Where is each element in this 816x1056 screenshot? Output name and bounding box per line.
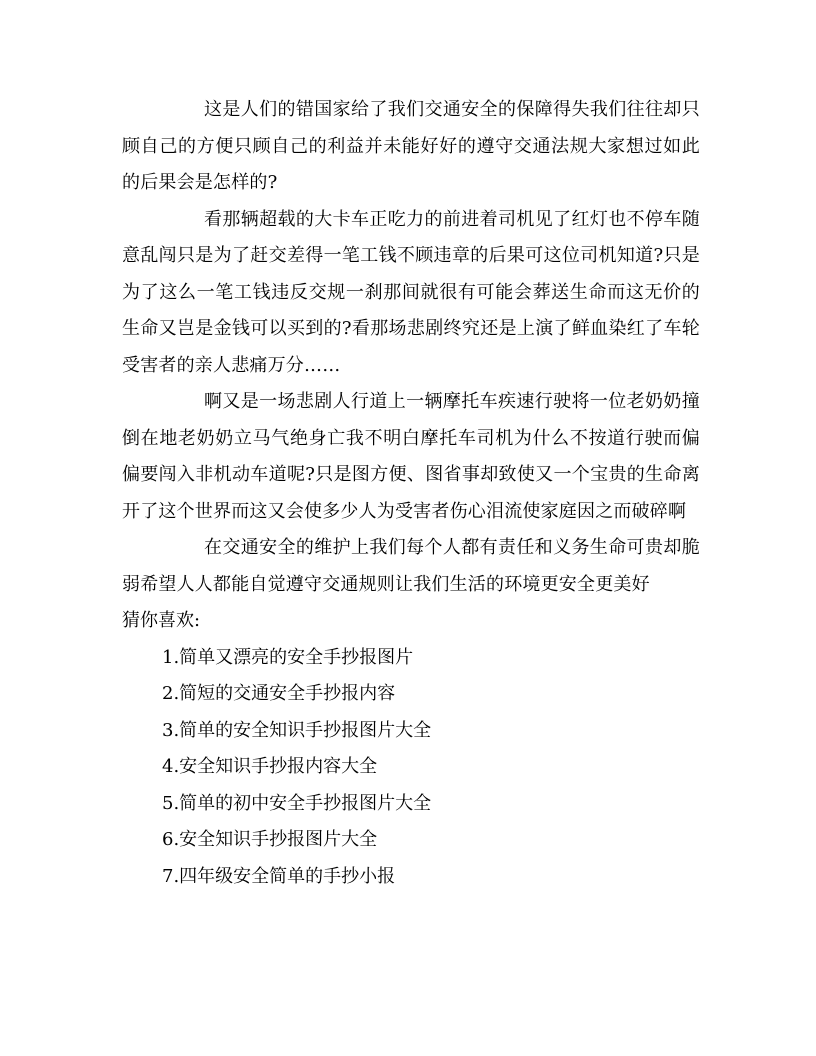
related-item[interactable]: 3.简单的安全知识手抄报图片大全 bbox=[162, 719, 432, 741]
paragraph-1: 这是人们的错国家给了我们交通安全的保障得失我们往往却只顾自己的方便只顾自己的利益并未能好好的遵守交通法规大家想过如此的后果会是怎样的? bbox=[122, 99, 700, 193]
paragraph-2: 看那辆超载的大卡车正吃力的前进着司机见了红灯也不停车随意乱闯只是为了赶交差得一笔工钱不顾违章的后果可这位司机知道?只是为了这么一笔工钱违反交规一刹那间就很有可能会葬送生命而这无价的生命又岂是金钱可以买到的?看那场悲剧终究还是上演了鲜血染红了车轮受害者的亲人悲痛万分…… bbox=[122, 208, 700, 376]
related-item[interactable]: 1.简单又漂亮的安全手抄报图片 bbox=[162, 646, 414, 668]
related-item[interactable]: 4.安全知识手抄报内容大全 bbox=[162, 756, 378, 777]
related-item[interactable]: 6.安全知识手抄报图片大全 bbox=[162, 829, 378, 850]
related-item[interactable]: 7.四年级安全简单的手抄小报 bbox=[162, 865, 396, 887]
related-title: 猜你喜欢: bbox=[122, 610, 201, 631]
related-list bbox=[122, 640, 700, 896]
related-item[interactable]: 5.简单的初中安全手抄报图片大全 bbox=[162, 792, 432, 814]
paragraph-3: 啊又是一场悲剧人行道上一辆摩托车疾速行驶将一位老奶奶撞倒在地老奶奶立马气绝身亡我不明白摩托车司机为什么不按道行驶而偏偏要闯入非机动车道呢?只是图方便、图省事却致使又一个宝贵的生命离开了这个世界而这又会使多少人为受害者伤心泪流使家庭因之而破碎啊 bbox=[122, 391, 700, 522]
related-item[interactable]: 2.简短的交通安全手抄报内容 bbox=[162, 683, 396, 704]
document-body bbox=[122, 92, 700, 895]
paragraph-4: 在交通安全的维护上我们每个人都有责任和义务生命可贵却脆弱希望人人都能自觉遵守交通规则让我们生活的环境更安全更美好 bbox=[122, 537, 700, 595]
